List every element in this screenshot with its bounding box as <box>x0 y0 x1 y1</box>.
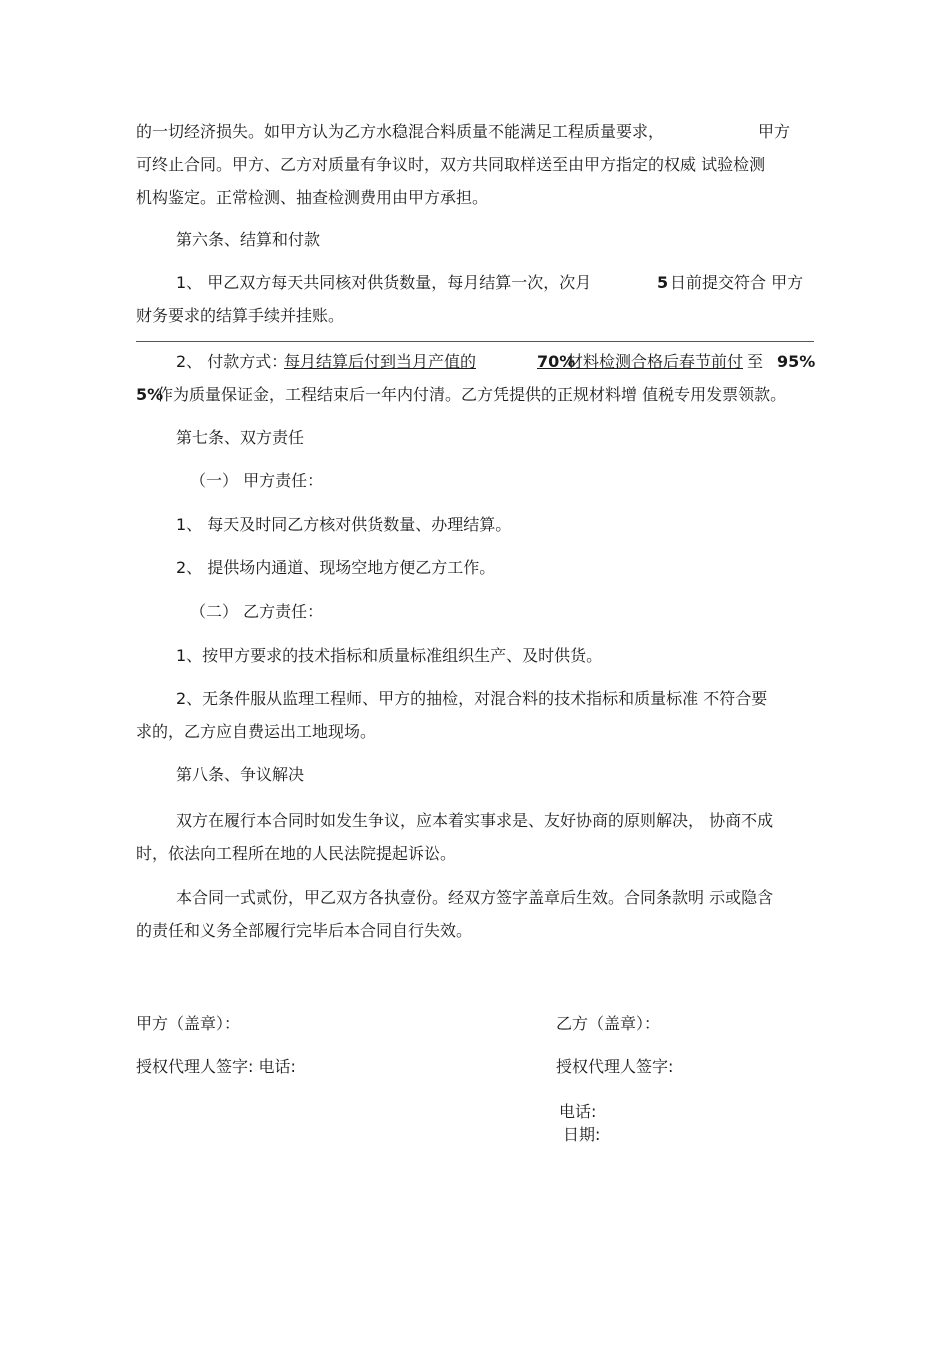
party-b-date-label: 日期: <box>563 1125 601 1144</box>
text-line: 95% <box>777 352 816 371</box>
article-7-title: 第七条、双方责任 <box>176 428 305 447</box>
text-line: 机构鉴定。正常检测、抽查检测费用由甲方承担。 <box>136 188 489 207</box>
text-line: 1、 每天及时同乙方核对供货数量、办理结算。 <box>176 515 512 534</box>
section-heading: （二） 乙方责任： <box>190 602 324 621</box>
text-line: 本合同一式贰份，甲乙双方各执壹份。经双方签字盖章后生效。合同条款明 示或隐含 <box>176 888 774 907</box>
text-line: 至 <box>747 352 764 371</box>
text-line: 双方在履行本合同时如发生争议，应本着实事求是、友好协商的原则解决， 协商不成 <box>176 811 774 830</box>
party-b-phone-label: 电话: <box>559 1102 597 1121</box>
article-8-title: 第八条、争议解决 <box>176 765 305 784</box>
section-heading: （一） 甲方责任： <box>190 471 324 490</box>
text-line: 5% <box>136 385 164 404</box>
text-line: 1、 甲乙双方每天共同核对供货数量，每月结算一次，次月 <box>176 273 592 292</box>
party-a-agent-label: 授权代理人签字: 电话: <box>136 1057 296 1076</box>
text-line: 甲方 <box>758 122 791 141</box>
horizontal-rule <box>136 341 814 342</box>
text-line: 时，依法向工程所在地的人民法院提起诉讼。 <box>136 844 457 863</box>
text-line: 70% <box>537 352 576 371</box>
party-b-seal-label: 乙方（盖章）： <box>556 1014 661 1033</box>
text-line: 的责任和义务全部履行完毕后本合同自行失效。 <box>136 921 473 940</box>
text-line: 的一切经济损失。如甲方认为乙方水稳混合料质量不能满足工程质量要求， <box>136 122 665 141</box>
text-line: 5 <box>657 273 669 292</box>
text-line: 求的，乙方应自费运出工地现场。 <box>136 722 377 741</box>
text-line: 日前提交符合 甲方 <box>670 273 804 292</box>
text-line: 作为质量保证金，工程结束后一年内付清。乙方凭提供的正规材料增 值税专用发票领款。 <box>157 385 787 404</box>
text-line: 1、按甲方要求的技术指标和质量标准组织生产、及时供货。 <box>176 646 603 665</box>
party-b-agent-label: 授权代理人签字: <box>556 1057 674 1076</box>
text-line: 每月结算后付到当月产值的 <box>284 352 477 371</box>
text-line: 财务要求的结算手续并挂账。 <box>136 306 345 325</box>
article-6-title: 第六条、结算和付款 <box>176 230 321 249</box>
text-line: 可终止合同。甲方、乙方对质量有争议时，双方共同取样送至由甲方指定的权威 试验检测 <box>136 155 766 174</box>
text-line: 2、 付款方式： <box>176 352 288 371</box>
text-line: 2、 提供场内通道、现场空地方便乙方工作。 <box>176 558 496 577</box>
party-a-seal-label: 甲方（盖章）： <box>136 1014 241 1033</box>
text-line: 2、无条件服从监理工程师、甲方的抽检，对混合料的技术指标和质量标准 不符合要 <box>176 689 768 708</box>
text-line: 材料检测合格后春节前付 <box>567 352 744 371</box>
